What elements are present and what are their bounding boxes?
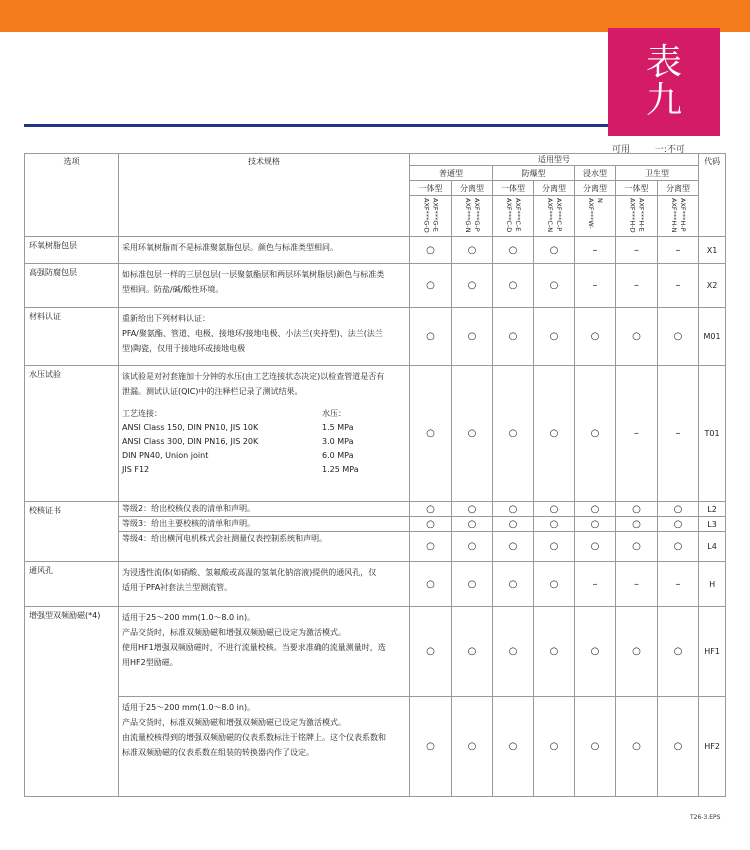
option-name: 材料认证 <box>25 308 119 366</box>
option-code: X2 <box>699 264 726 308</box>
spec-text <box>119 308 410 366</box>
mark-cell: – <box>575 237 616 264</box>
spec-line: 等级2：给出校核仪表的清单和声明。 <box>122 504 256 513</box>
mark-cell: ○ <box>410 502 452 517</box>
mark-cell: – <box>575 264 616 308</box>
mark-cell: ○ <box>410 697 452 797</box>
model-cell <box>575 196 616 237</box>
option-name: 增强型双频励磁(*4) <box>25 607 119 797</box>
model-code: AXF***C-P <box>555 198 563 232</box>
mark-cell: ○ <box>616 502 658 517</box>
mark-cell: ○ <box>410 517 452 532</box>
spec-line: 等级3：给出主要校核的清单和声明。 <box>122 519 256 528</box>
spec-line: 适用于25～200 mm(1.0～8.0 in)。 <box>122 613 256 622</box>
spec-line: 该试验是对衬套施加十分钟的水压(由工艺连接状态决定)以检查管道是否有 <box>122 372 385 381</box>
spec-line: 使用HF1增强双频励磁时，不进行流量校核。当要求准确的流量测量时，选 <box>122 643 386 652</box>
header-spec: 技术规格 <box>119 154 410 237</box>
mark-cell: ○ <box>493 237 534 264</box>
group-normal: 普通型 <box>410 166 493 181</box>
mark-cell: ○ <box>452 366 493 502</box>
spec-line: 重新给出下列材料认证： <box>122 314 210 323</box>
mark-cell: – <box>658 366 699 502</box>
mark-cell: ○ <box>616 697 658 797</box>
pt-pressure: 3.0 MPa <box>322 437 354 446</box>
mark-cell: ○ <box>575 517 616 532</box>
mark-cell: – <box>658 562 699 607</box>
mark-cell: ○ <box>410 264 452 308</box>
mark-cell: – <box>616 366 658 502</box>
pt-pressure: 1.5 MPa <box>322 423 354 432</box>
badge-char-1: 表 <box>645 42 682 83</box>
mark-cell: ○ <box>658 517 699 532</box>
mark-cell: ○ <box>575 366 616 502</box>
header-rule <box>24 124 608 127</box>
spec-line: 用HF2型励磁。 <box>122 658 178 667</box>
option-name: 水压试验 <box>25 366 119 502</box>
spec-line: 型相同。防盐/碱/酸性环境。 <box>122 285 224 294</box>
model-code: AXF***G-N <box>464 198 472 233</box>
spec-text <box>119 532 410 562</box>
spec-line: 标准双频励磁的仪表系数在组装的转换器内作了设定。 <box>122 748 314 757</box>
model-code: AXF***H-P <box>679 198 688 232</box>
mark-cell: ○ <box>534 697 575 797</box>
spec-line: 适用于PFA衬套法兰型测流管。 <box>122 583 233 592</box>
mark-cell: ○ <box>658 532 699 562</box>
header-code: 代码 <box>699 154 726 237</box>
option-code: T01 <box>699 366 726 502</box>
option-code: HF1 <box>699 607 726 697</box>
spec-line: 产品交货时，标准双频励磁和增强双频励磁已设定为激活模式。 <box>122 628 346 637</box>
mark-cell: ○ <box>493 517 534 532</box>
option-code: X1 <box>699 237 726 264</box>
option-name: 校核证书 <box>25 502 119 562</box>
spec-text <box>119 562 410 607</box>
mark-cell: ○ <box>452 697 493 797</box>
mark-cell: – <box>575 562 616 607</box>
mark-cell: ○ <box>534 607 575 697</box>
pressure-table <box>122 407 406 477</box>
mark-cell: ○ <box>493 532 534 562</box>
mark-cell: – <box>658 237 699 264</box>
model-cell <box>410 196 452 237</box>
mark-cell: ○ <box>658 697 699 797</box>
subgroup: 分离型 <box>452 181 493 196</box>
mark-cell: ○ <box>452 517 493 532</box>
subgroup: 一体型 <box>616 181 658 196</box>
model-code: AXF***C-D <box>505 198 513 233</box>
pt-connection: DIN PN40, Union joint <box>122 451 209 460</box>
mark-cell: ○ <box>575 308 616 366</box>
mark-cell: ○ <box>534 502 575 517</box>
mark-cell: ○ <box>410 562 452 607</box>
mark-cell: ○ <box>658 607 699 697</box>
model-code: AXF***C-E <box>514 198 522 232</box>
mark-cell: ○ <box>410 237 452 264</box>
spec-text <box>119 264 410 308</box>
spec-text <box>119 237 410 264</box>
table-badge <box>608 28 720 136</box>
option-code: H <box>699 562 726 607</box>
mark-cell: ○ <box>410 308 452 366</box>
mark-cell: ○ <box>493 366 534 502</box>
spec-line: 为浸透性流体(如硝酸、氢氟酸或高温的氢氧化钠溶液)提供的通风孔，仅 <box>122 568 377 577</box>
mark-cell: ○ <box>658 502 699 517</box>
option-code: L4 <box>699 532 726 562</box>
mark-cell: ○ <box>534 264 575 308</box>
mark-cell: ○ <box>575 607 616 697</box>
mark-cell: ○ <box>493 562 534 607</box>
mark-cell: ○ <box>575 502 616 517</box>
option-code: L3 <box>699 517 726 532</box>
subgroup: 分离型 <box>575 181 616 196</box>
spec-text <box>119 607 410 697</box>
pt-header-connection: 工艺连接： <box>122 409 162 418</box>
pt-pressure: 1.25 MPa <box>322 465 359 474</box>
mark-cell: ○ <box>616 607 658 697</box>
spec-text <box>119 366 410 502</box>
model-code: AXF***H-E <box>637 198 646 232</box>
model-code: AXF***G-D <box>422 198 431 233</box>
option-name: 高强防腐包层 <box>25 264 119 308</box>
model-cell <box>534 196 575 237</box>
spec-line: 如标准包层一样的三层包层(一层聚氨酯层和两层环氧树脂层)颜色与标准类 <box>122 270 385 279</box>
model-code: AXF***H-N <box>670 198 679 233</box>
pt-connection: JIS F12 <box>122 465 150 474</box>
mark-cell: ○ <box>534 532 575 562</box>
mark-cell: ○ <box>493 502 534 517</box>
option-code: M01 <box>699 308 726 366</box>
spec-text <box>119 697 410 797</box>
mark-cell: ○ <box>452 502 493 517</box>
mark-cell: ○ <box>575 697 616 797</box>
group-submersible: 浸水型 <box>575 166 616 181</box>
mark-cell: ○ <box>493 607 534 697</box>
model-cell <box>658 196 699 237</box>
spec-line: 适用于25～200 mm(1.0～8.0 in)。 <box>122 703 256 712</box>
option-code: HF2 <box>699 697 726 797</box>
pt-connection: ANSI Class 300, DIN PN16, JIS 20K <box>122 437 259 446</box>
mark-cell: – <box>658 264 699 308</box>
group-explosion-proof: 防爆型 <box>493 166 575 181</box>
option-name: 通风孔 <box>25 562 119 607</box>
mark-cell: ○ <box>493 697 534 797</box>
mark-cell: ○ <box>534 308 575 366</box>
spec-text <box>119 517 410 532</box>
model-code: AXF***W- <box>587 198 595 229</box>
subgroup: 一体型 <box>493 181 534 196</box>
mark-cell: ○ <box>658 308 699 366</box>
mark-cell: ○ <box>452 607 493 697</box>
mark-cell: ○ <box>452 237 493 264</box>
mark-cell: ○ <box>410 532 452 562</box>
mark-cell: ○ <box>575 532 616 562</box>
pt-connection: ANSI Class 150, DIN PN10, JIS 10K <box>122 423 259 432</box>
group-sanitary: 卫生型 <box>616 166 699 181</box>
model-code: N <box>596 198 604 203</box>
pt-header-pressure: 水压： <box>322 409 346 418</box>
spec-line: PFA/聚氨酯、管道、电极、接地环/接地电极、小法兰(夹持型)、法兰(法兰 <box>122 329 383 338</box>
model-code: AXF***C-N <box>546 198 554 233</box>
subgroup: 一体型 <box>410 181 452 196</box>
pt-pressure: 6.0 MPa <box>322 451 354 460</box>
header-option: 选项 <box>25 154 119 237</box>
option-code: L2 <box>699 502 726 517</box>
mark-cell: ○ <box>534 517 575 532</box>
model-cell <box>452 196 493 237</box>
mark-cell: ○ <box>410 366 452 502</box>
mark-cell: – <box>616 237 658 264</box>
spec-line: 等级4：给出横河电机株式会社测量仪表控制系统和声明。 <box>122 534 328 543</box>
mark-cell: ○ <box>616 517 658 532</box>
mark-cell: ○ <box>452 308 493 366</box>
mark-cell: ○ <box>410 607 452 697</box>
mark-cell: ○ <box>452 264 493 308</box>
mark-cell: – <box>616 264 658 308</box>
mark-cell: ○ <box>452 532 493 562</box>
option-name: 环氧树脂包层 <box>25 237 119 264</box>
mark-cell: ○ <box>616 308 658 366</box>
option-spec-table <box>24 153 726 797</box>
spec-line: 产品交货时，标准双频励磁和增强双频励磁已设定为激活模式。 <box>122 718 346 727</box>
model-code: AXF***H-D <box>628 198 637 233</box>
spec-line: 泄漏。测试认证(QIC)中的注释栏记录了测试结果。 <box>122 387 303 396</box>
model-cell <box>493 196 534 237</box>
subgroup: 分离型 <box>658 181 699 196</box>
mark-cell: ○ <box>534 562 575 607</box>
model-code: AXF***G-P <box>473 198 481 232</box>
legend-available: 可用 <box>612 145 631 155</box>
figure-code: T26-3.EPS <box>690 814 721 821</box>
spec-text <box>119 502 410 517</box>
badge-char-2: 九 <box>645 80 682 121</box>
legend-unavailable: 一:不可 <box>654 145 685 155</box>
mark-cell: ○ <box>616 532 658 562</box>
mark-cell: ○ <box>452 562 493 607</box>
model-code: AXF***G-E <box>431 198 440 232</box>
mark-cell: – <box>616 562 658 607</box>
header-applicable: 适用型号 <box>410 154 699 166</box>
model-cell <box>616 196 658 237</box>
mark-cell: ○ <box>493 264 534 308</box>
subgroup: 分离型 <box>534 181 575 196</box>
spec-line: 由流量校核得到的增强双频励磁的仪表系数标注于铭牌上。这个仪表系数和 <box>122 733 386 742</box>
mark-cell: ○ <box>493 308 534 366</box>
mark-cell: ○ <box>534 237 575 264</box>
spec-line: 型)陶瓷，仅用于接地环或接地电极 <box>122 344 246 353</box>
spec-line: 采用环氧树脂而不是标准聚氨脂包层。颜色与标准类型相同。 <box>122 243 338 252</box>
mark-cell: ○ <box>534 366 575 502</box>
